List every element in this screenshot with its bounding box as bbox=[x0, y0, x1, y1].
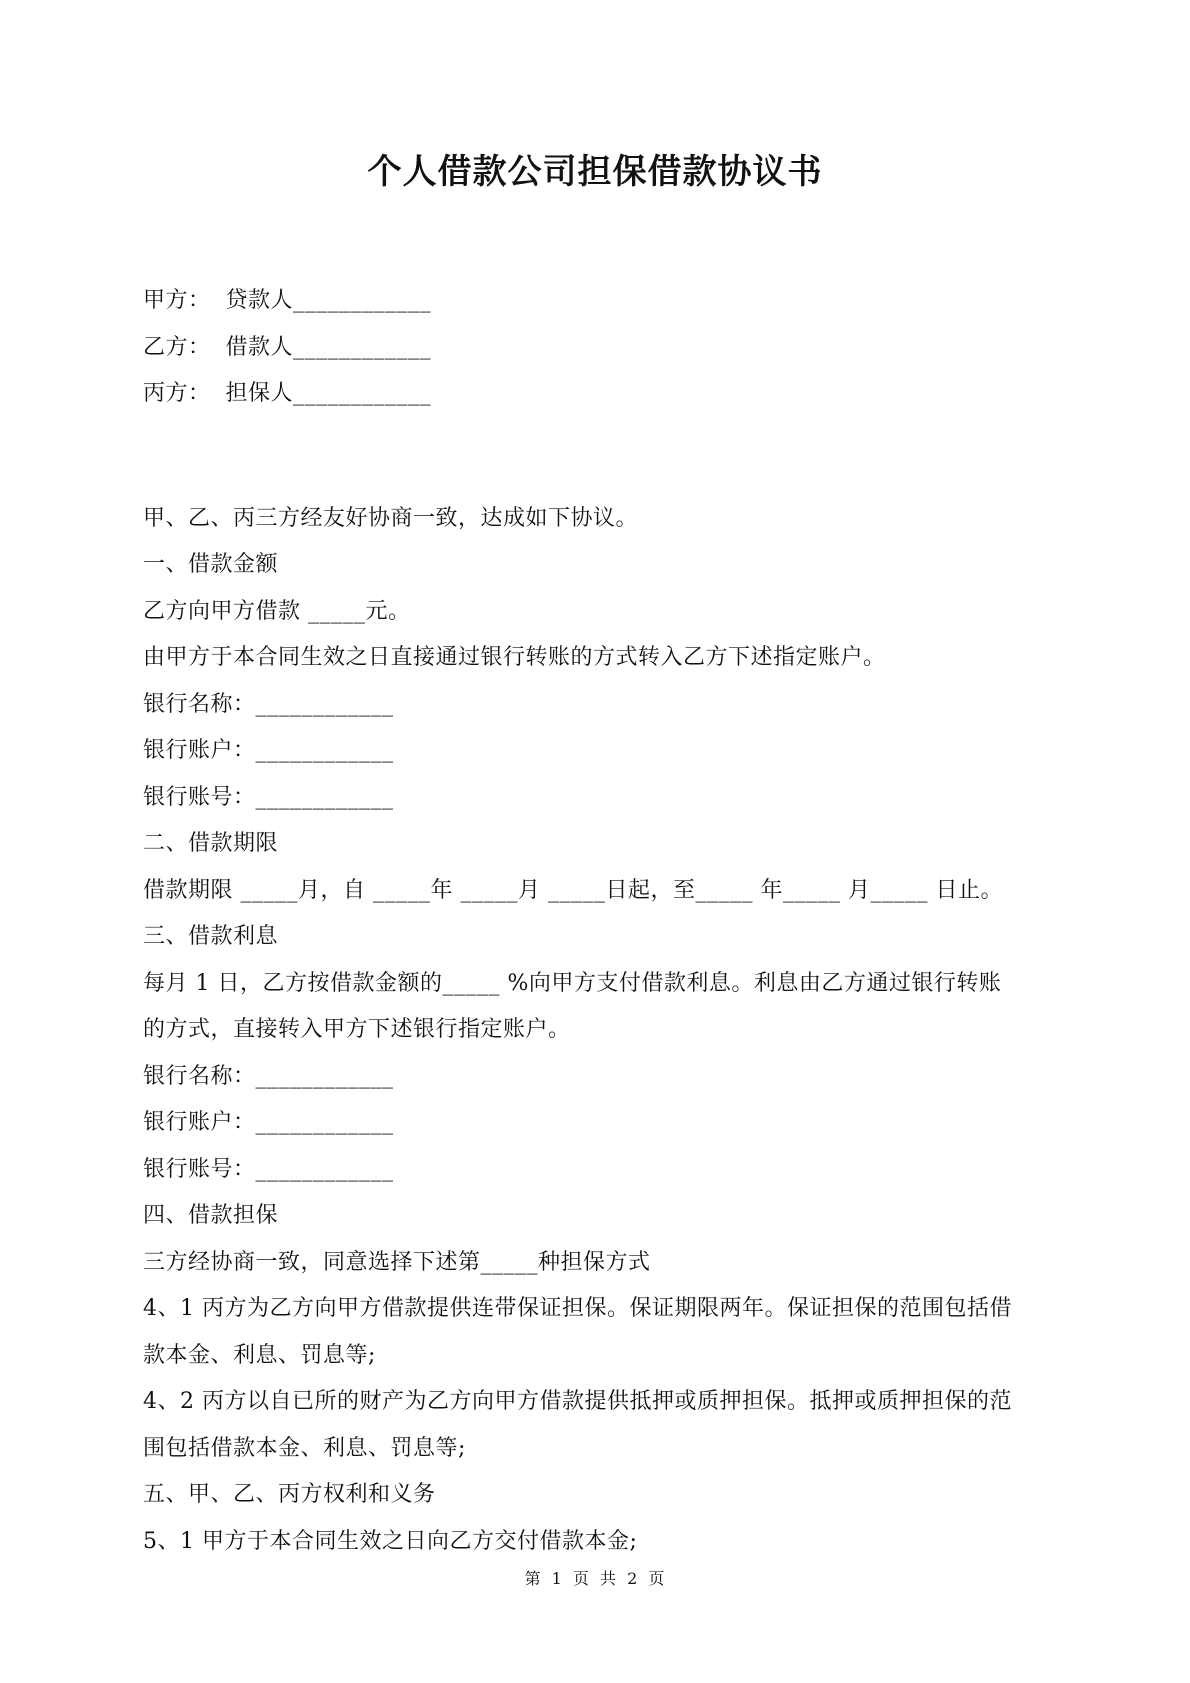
bank-number-field: 银行账号：____________ bbox=[143, 784, 394, 810]
bank-account-field: 银行账户：____________ bbox=[143, 1110, 394, 1135]
party-lender-line: 甲方： 贷款人____________ bbox=[143, 288, 431, 313]
bank-number-field: 银行账号：____________ bbox=[143, 1156, 394, 1182]
paragraph-line: 5、1 甲方于本合同生效之日向乙方交付借款本金; bbox=[143, 1528, 638, 1554]
section-heading-interest: 三、借款利息 bbox=[143, 924, 279, 949]
paragraph-line: 款本金、利息、罚息等; bbox=[143, 1342, 376, 1368]
paragraph-line: 的方式，直接转入甲方下述银行指定账户。 bbox=[143, 1017, 571, 1042]
page-footer: 第 1 页 共 2 页 bbox=[524, 1569, 666, 1588]
paragraph-line: 乙方向甲方借款 _____元。 bbox=[143, 598, 411, 624]
section-heading-guarantee: 四、借款担保 bbox=[143, 1203, 279, 1228]
bank-name-field: 银行名称：____________ bbox=[143, 691, 394, 717]
paragraph-line: 每月 1 日，乙方按借款金额的_____ %向甲方支付借款利息。利息由乙方通过银行转账 bbox=[143, 970, 1002, 996]
bank-name-field: 银行名称：____________ bbox=[143, 1063, 394, 1089]
paragraph-line: 4、1 丙方为乙方向甲方借款提供连带保证担保。保证期限两年。保证担保的范围包括借 bbox=[143, 1296, 1012, 1321]
intro-line: 甲、乙、丙三方经友好协商一致，达成如下协议。 bbox=[143, 505, 639, 531]
paragraph-line: 围包括借款本金、利息、罚息等; bbox=[143, 1435, 466, 1461]
paragraph-line: 三方经协商一致，同意选择下述第_____种担保方式 bbox=[143, 1249, 651, 1275]
section-heading-rights: 五、甲、乙、丙方权利和义务 bbox=[143, 1482, 436, 1507]
paragraph-line: 借款期限 _____月，自 _____年 _____月 _____日起，至_____ 年_____ 月_____ 日止。 bbox=[143, 877, 1003, 903]
bank-account-field: 银行账户：____________ bbox=[143, 738, 394, 763]
document-title: 个人借款公司担保借款协议书 bbox=[367, 152, 823, 192]
document-body bbox=[143, 278, 1053, 1565]
paragraph-line: 4、2 丙方以自已所的财产为乙方向甲方借款提供抵押或质押担保。抵押或质押担保的范 bbox=[143, 1389, 1012, 1414]
paragraph-line: 由甲方于本合同生效之日直接通过银行转账的方式转入乙方下述指定账户。 bbox=[143, 645, 886, 670]
section-heading-amount: 一、借款金额 bbox=[143, 552, 279, 577]
section-heading-term: 二、借款期限 bbox=[143, 831, 279, 856]
party-borrower-line: 乙方： 借款人____________ bbox=[143, 334, 431, 360]
party-guarantor-line: 丙方： 担保人____________ bbox=[143, 381, 431, 406]
section-gap bbox=[143, 418, 1053, 496]
